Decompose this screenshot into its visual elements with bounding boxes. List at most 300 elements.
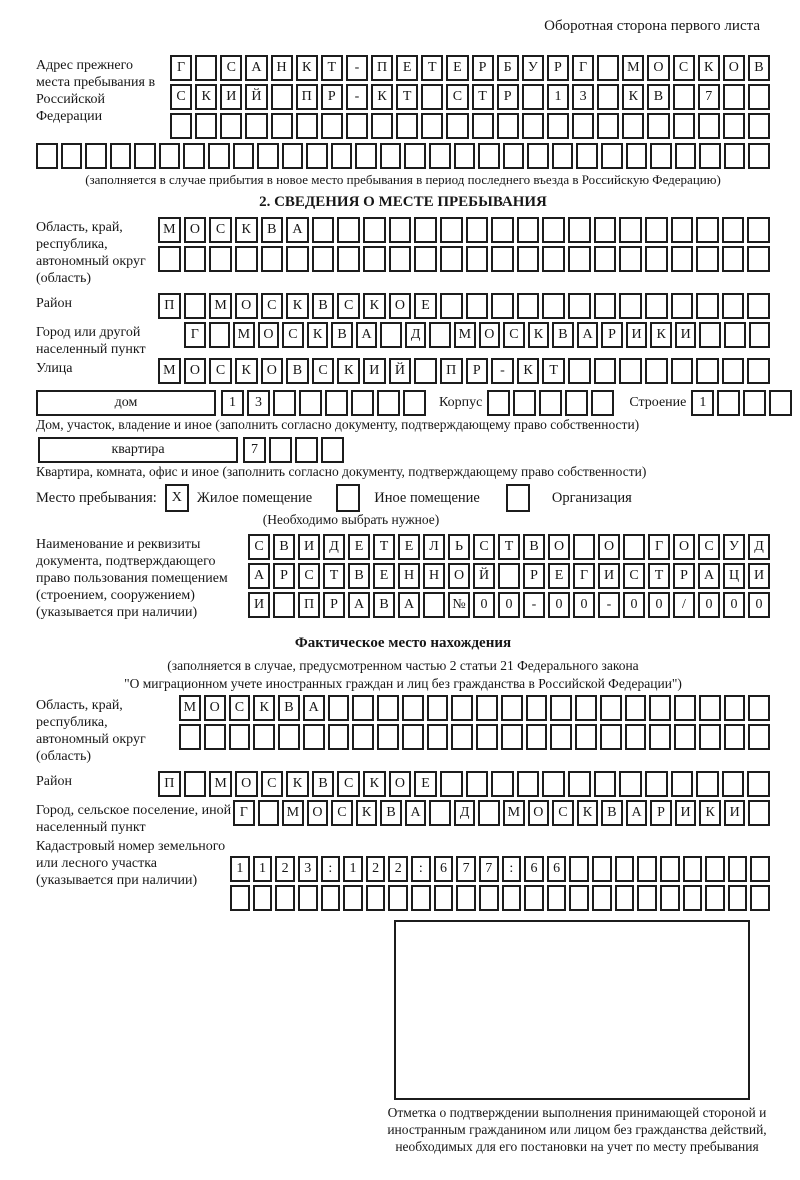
char-box[interactable]: М: [158, 217, 181, 243]
char-box[interactable]: [575, 724, 597, 750]
char-box[interactable]: У: [723, 534, 745, 560]
char-box[interactable]: С: [331, 800, 353, 826]
char-box[interactable]: В: [647, 84, 669, 110]
char-box[interactable]: И: [598, 563, 620, 589]
char-box[interactable]: [429, 143, 451, 169]
char-box[interactable]: К: [235, 358, 258, 384]
char-box[interactable]: [517, 293, 540, 319]
char-box[interactable]: -: [523, 592, 545, 618]
char-box[interactable]: [423, 592, 445, 618]
char-box[interactable]: Й: [473, 563, 495, 589]
char-box[interactable]: [466, 771, 489, 797]
char-box[interactable]: [402, 695, 424, 721]
char-box[interactable]: 2: [275, 856, 295, 882]
char-box[interactable]: [487, 390, 510, 416]
char-box[interactable]: 1: [253, 856, 273, 882]
checkbox-organizatsiya[interactable]: [506, 484, 530, 512]
char-box[interactable]: [451, 695, 473, 721]
char-box[interactable]: К: [253, 695, 275, 721]
char-box[interactable]: [769, 390, 792, 416]
char-box[interactable]: Р: [601, 322, 623, 348]
char-box[interactable]: К: [307, 322, 329, 348]
char-box[interactable]: 7: [479, 856, 499, 882]
char-box[interactable]: 7: [456, 856, 476, 882]
char-box[interactable]: 1: [343, 856, 363, 882]
char-box[interactable]: [524, 885, 544, 911]
char-box[interactable]: [273, 390, 296, 416]
char-box[interactable]: О: [598, 534, 620, 560]
char-box[interactable]: М: [233, 322, 255, 348]
char-box[interactable]: [502, 885, 522, 911]
char-box[interactable]: [414, 217, 437, 243]
char-box[interactable]: 2: [366, 856, 386, 882]
char-box[interactable]: Д: [454, 800, 476, 826]
char-box[interactable]: О: [204, 695, 226, 721]
char-box[interactable]: [696, 246, 719, 272]
char-box[interactable]: [722, 771, 745, 797]
char-box[interactable]: [454, 143, 476, 169]
char-box[interactable]: А: [698, 563, 720, 589]
char-box[interactable]: П: [158, 771, 181, 797]
char-box[interactable]: [404, 143, 426, 169]
char-box[interactable]: [371, 113, 393, 139]
char-box[interactable]: [286, 246, 309, 272]
char-box[interactable]: [389, 217, 412, 243]
char-box[interactable]: [275, 885, 295, 911]
char-box[interactable]: [683, 856, 703, 882]
char-box[interactable]: [517, 217, 540, 243]
char-box[interactable]: [619, 217, 642, 243]
char-box[interactable]: [261, 246, 284, 272]
char-box[interactable]: В: [312, 771, 335, 797]
char-box[interactable]: [257, 143, 279, 169]
char-box[interactable]: [750, 856, 770, 882]
char-box[interactable]: [440, 293, 463, 319]
char-box[interactable]: [748, 113, 770, 139]
char-box[interactable]: С: [503, 322, 525, 348]
char-box[interactable]: [550, 695, 572, 721]
char-box[interactable]: Л: [423, 534, 445, 560]
char-box[interactable]: [671, 246, 694, 272]
char-box[interactable]: [650, 143, 672, 169]
char-box[interactable]: В: [312, 293, 335, 319]
char-box[interactable]: [355, 143, 377, 169]
char-box[interactable]: А: [398, 592, 420, 618]
char-box[interactable]: С: [337, 293, 360, 319]
char-box[interactable]: [134, 143, 156, 169]
char-box[interactable]: [569, 856, 589, 882]
char-box[interactable]: К: [371, 84, 393, 110]
char-box[interactable]: [660, 885, 680, 911]
char-box[interactable]: [600, 695, 622, 721]
char-box[interactable]: [626, 143, 648, 169]
char-box[interactable]: [539, 390, 562, 416]
char-box[interactable]: А: [286, 217, 309, 243]
char-box[interactable]: [673, 84, 695, 110]
char-box[interactable]: [377, 724, 399, 750]
char-box[interactable]: [575, 695, 597, 721]
char-box[interactable]: 2: [388, 856, 408, 882]
char-box[interactable]: П: [440, 358, 463, 384]
char-box[interactable]: Т: [373, 534, 395, 560]
char-box[interactable]: [501, 724, 523, 750]
char-box[interactable]: 6: [434, 856, 454, 882]
char-box[interactable]: О: [723, 55, 745, 81]
char-box[interactable]: [299, 390, 322, 416]
char-box[interactable]: [321, 885, 341, 911]
char-box[interactable]: [619, 771, 642, 797]
char-box[interactable]: [491, 293, 514, 319]
char-box[interactable]: В: [278, 695, 300, 721]
char-box[interactable]: [645, 358, 668, 384]
char-box[interactable]: [403, 390, 426, 416]
char-box[interactable]: В: [273, 534, 295, 560]
char-box[interactable]: 0: [548, 592, 570, 618]
char-box[interactable]: [728, 856, 748, 882]
char-box[interactable]: Н: [423, 563, 445, 589]
char-box[interactable]: [195, 55, 217, 81]
char-box[interactable]: [312, 246, 335, 272]
checkbox-inoe[interactable]: [336, 484, 360, 512]
char-box[interactable]: [352, 724, 374, 750]
char-box[interactable]: С: [229, 695, 251, 721]
char-box[interactable]: [440, 217, 463, 243]
char-box[interactable]: [722, 246, 745, 272]
char-box[interactable]: [269, 437, 292, 463]
char-box[interactable]: [747, 217, 770, 243]
char-box[interactable]: [366, 885, 386, 911]
char-box[interactable]: О: [184, 217, 207, 243]
char-box[interactable]: Г: [184, 322, 206, 348]
char-box[interactable]: [723, 84, 745, 110]
char-box[interactable]: [312, 217, 335, 243]
char-box[interactable]: [592, 856, 612, 882]
char-box[interactable]: 7: [698, 84, 720, 110]
char-box[interactable]: [601, 143, 623, 169]
char-box[interactable]: А: [348, 592, 370, 618]
char-box[interactable]: Т: [648, 563, 670, 589]
char-box[interactable]: П: [298, 592, 320, 618]
char-box[interactable]: 7: [243, 437, 266, 463]
char-box[interactable]: [491, 217, 514, 243]
char-box[interactable]: В: [748, 55, 770, 81]
char-box[interactable]: М: [209, 771, 232, 797]
char-box[interactable]: К: [528, 322, 550, 348]
char-box[interactable]: К: [286, 771, 309, 797]
char-box[interactable]: [673, 113, 695, 139]
char-box[interactable]: К: [577, 800, 599, 826]
char-box[interactable]: [576, 143, 598, 169]
char-box[interactable]: [170, 113, 192, 139]
char-box[interactable]: [429, 800, 451, 826]
char-box[interactable]: [660, 856, 680, 882]
char-box[interactable]: [748, 724, 770, 750]
char-box[interactable]: [235, 246, 258, 272]
char-box[interactable]: В: [552, 322, 574, 348]
char-box[interactable]: П: [158, 293, 181, 319]
char-box[interactable]: Г: [572, 55, 594, 81]
char-box[interactable]: [346, 113, 368, 139]
char-box[interactable]: О: [673, 534, 695, 560]
char-box[interactable]: [328, 724, 350, 750]
char-box[interactable]: [705, 885, 725, 911]
char-box[interactable]: 1: [691, 390, 714, 416]
char-box[interactable]: [36, 143, 58, 169]
char-box[interactable]: [388, 885, 408, 911]
char-box[interactable]: [466, 217, 489, 243]
char-box[interactable]: [526, 724, 548, 750]
char-box[interactable]: Т: [421, 55, 443, 81]
char-box[interactable]: 3: [572, 84, 594, 110]
char-box[interactable]: [748, 695, 770, 721]
char-box[interactable]: Г: [233, 800, 255, 826]
char-box[interactable]: Т: [498, 534, 520, 560]
char-box[interactable]: А: [626, 800, 648, 826]
char-box[interactable]: [547, 113, 569, 139]
char-box[interactable]: О: [235, 293, 258, 319]
char-box[interactable]: [637, 885, 657, 911]
char-box[interactable]: [440, 246, 463, 272]
char-box[interactable]: [615, 856, 635, 882]
char-box[interactable]: И: [363, 358, 386, 384]
char-box[interactable]: [429, 322, 451, 348]
char-box[interactable]: 6: [547, 856, 567, 882]
char-box[interactable]: С: [673, 55, 695, 81]
char-box[interactable]: И: [626, 322, 648, 348]
char-box[interactable]: [321, 113, 343, 139]
char-box[interactable]: М: [158, 358, 181, 384]
char-box[interactable]: [615, 885, 635, 911]
checkbox-zhiloe[interactable]: X: [165, 484, 189, 512]
char-box[interactable]: 3: [298, 856, 318, 882]
char-box[interactable]: [749, 322, 771, 348]
char-box[interactable]: [411, 885, 431, 911]
char-box[interactable]: [750, 885, 770, 911]
char-box[interactable]: [600, 724, 622, 750]
char-box[interactable]: [637, 856, 657, 882]
char-box[interactable]: [325, 390, 348, 416]
char-box[interactable]: 0: [473, 592, 495, 618]
char-box[interactable]: [220, 113, 242, 139]
char-box[interactable]: [724, 143, 746, 169]
char-box[interactable]: [722, 293, 745, 319]
char-box[interactable]: [363, 217, 386, 243]
char-box[interactable]: П: [296, 84, 318, 110]
char-box[interactable]: [722, 217, 745, 243]
char-box[interactable]: [547, 885, 567, 911]
char-box[interactable]: [597, 84, 619, 110]
char-box[interactable]: И: [675, 800, 697, 826]
char-box[interactable]: [671, 771, 694, 797]
char-box[interactable]: [476, 724, 498, 750]
char-box[interactable]: [699, 322, 721, 348]
char-box[interactable]: Й: [389, 358, 412, 384]
char-box[interactable]: [513, 390, 536, 416]
char-box[interactable]: [451, 724, 473, 750]
char-box[interactable]: [501, 695, 523, 721]
char-box[interactable]: [705, 856, 725, 882]
char-box[interactable]: [696, 293, 719, 319]
char-box[interactable]: Е: [348, 534, 370, 560]
char-box[interactable]: [698, 113, 720, 139]
char-box[interactable]: :: [502, 856, 522, 882]
char-box[interactable]: 6: [524, 856, 544, 882]
char-box[interactable]: /: [673, 592, 695, 618]
char-box[interactable]: [421, 113, 443, 139]
char-box[interactable]: Б: [497, 55, 519, 81]
char-box[interactable]: [466, 246, 489, 272]
char-box[interactable]: [377, 695, 399, 721]
char-box[interactable]: [414, 358, 437, 384]
char-box[interactable]: Р: [547, 55, 569, 81]
char-box[interactable]: [649, 695, 671, 721]
char-box[interactable]: В: [380, 800, 402, 826]
char-box[interactable]: 0: [648, 592, 670, 618]
char-box[interactable]: [573, 534, 595, 560]
char-box[interactable]: [427, 724, 449, 750]
char-box[interactable]: [647, 113, 669, 139]
char-box[interactable]: [396, 113, 418, 139]
char-box[interactable]: [671, 293, 694, 319]
char-box[interactable]: [526, 695, 548, 721]
char-box[interactable]: 0: [698, 592, 720, 618]
char-box[interactable]: [674, 695, 696, 721]
char-box[interactable]: [717, 390, 740, 416]
char-box[interactable]: [699, 695, 721, 721]
char-box[interactable]: С: [261, 293, 284, 319]
char-box[interactable]: [568, 217, 591, 243]
char-box[interactable]: [623, 534, 645, 560]
char-box[interactable]: К: [517, 358, 540, 384]
char-box[interactable]: 0: [498, 592, 520, 618]
char-box[interactable]: [258, 800, 280, 826]
char-box[interactable]: [331, 143, 353, 169]
char-box[interactable]: [110, 143, 132, 169]
char-box[interactable]: [179, 724, 201, 750]
char-box[interactable]: [619, 293, 642, 319]
char-box[interactable]: [724, 695, 746, 721]
char-box[interactable]: [298, 885, 318, 911]
char-box[interactable]: Ь: [448, 534, 470, 560]
char-box[interactable]: [671, 217, 694, 243]
char-box[interactable]: [253, 885, 273, 911]
char-box[interactable]: Т: [396, 84, 418, 110]
char-box[interactable]: С: [446, 84, 468, 110]
char-box[interactable]: [497, 113, 519, 139]
char-box[interactable]: О: [448, 563, 470, 589]
char-box[interactable]: О: [528, 800, 550, 826]
char-box[interactable]: К: [622, 84, 644, 110]
char-box[interactable]: Е: [373, 563, 395, 589]
char-box[interactable]: [440, 771, 463, 797]
char-box[interactable]: [597, 55, 619, 81]
char-box[interactable]: [696, 358, 719, 384]
char-box[interactable]: А: [303, 695, 325, 721]
char-box[interactable]: [278, 724, 300, 750]
char-box[interactable]: О: [184, 358, 207, 384]
char-box[interactable]: А: [245, 55, 267, 81]
char-box[interactable]: 3: [247, 390, 270, 416]
char-box[interactable]: Г: [648, 534, 670, 560]
char-box[interactable]: К: [650, 322, 672, 348]
char-box[interactable]: [747, 771, 770, 797]
char-box[interactable]: Е: [414, 293, 437, 319]
char-box[interactable]: Р: [673, 563, 695, 589]
char-box[interactable]: [625, 695, 647, 721]
char-box[interactable]: [414, 246, 437, 272]
char-box[interactable]: [159, 143, 181, 169]
char-box[interactable]: [183, 143, 205, 169]
char-box[interactable]: 0: [623, 592, 645, 618]
char-box[interactable]: О: [258, 322, 280, 348]
char-box[interactable]: [491, 771, 514, 797]
char-box[interactable]: В: [261, 217, 284, 243]
char-box[interactable]: [542, 771, 565, 797]
char-box[interactable]: Р: [523, 563, 545, 589]
char-box[interactable]: [306, 143, 328, 169]
char-box[interactable]: Г: [573, 563, 595, 589]
char-box[interactable]: [352, 695, 374, 721]
char-box[interactable]: У: [522, 55, 544, 81]
char-box[interactable]: Р: [321, 84, 343, 110]
char-box[interactable]: С: [698, 534, 720, 560]
char-box[interactable]: [271, 84, 293, 110]
char-box[interactable]: [619, 246, 642, 272]
char-box[interactable]: [209, 322, 231, 348]
char-box[interactable]: М: [454, 322, 476, 348]
char-box[interactable]: Е: [548, 563, 570, 589]
char-box[interactable]: [594, 217, 617, 243]
char-box[interactable]: [542, 293, 565, 319]
char-box[interactable]: С: [261, 771, 284, 797]
char-box[interactable]: [527, 143, 549, 169]
char-box[interactable]: [671, 358, 694, 384]
char-box[interactable]: [522, 84, 544, 110]
char-box[interactable]: [592, 885, 612, 911]
char-box[interactable]: Т: [323, 563, 345, 589]
char-box[interactable]: [594, 246, 617, 272]
char-box[interactable]: [230, 885, 250, 911]
char-box[interactable]: Е: [446, 55, 468, 81]
char-box[interactable]: [491, 246, 514, 272]
char-box[interactable]: [296, 113, 318, 139]
char-box[interactable]: [542, 246, 565, 272]
char-box[interactable]: [699, 724, 721, 750]
char-box[interactable]: К: [296, 55, 318, 81]
char-box[interactable]: Р: [497, 84, 519, 110]
char-box[interactable]: [282, 143, 304, 169]
char-box[interactable]: -: [491, 358, 514, 384]
char-box[interactable]: [542, 217, 565, 243]
char-box[interactable]: С: [552, 800, 574, 826]
char-box[interactable]: Д: [748, 534, 770, 560]
char-box[interactable]: О: [647, 55, 669, 81]
char-box[interactable]: К: [286, 293, 309, 319]
char-box[interactable]: [591, 390, 614, 416]
char-box[interactable]: И: [248, 592, 270, 618]
char-box[interactable]: -: [598, 592, 620, 618]
char-box[interactable]: [722, 358, 745, 384]
char-box[interactable]: И: [220, 84, 242, 110]
char-box[interactable]: С: [170, 84, 192, 110]
char-box[interactable]: [568, 771, 591, 797]
char-box[interactable]: К: [235, 217, 258, 243]
char-box[interactable]: С: [220, 55, 242, 81]
char-box[interactable]: [380, 143, 402, 169]
char-box[interactable]: С: [248, 534, 270, 560]
char-box[interactable]: [517, 246, 540, 272]
char-box[interactable]: [158, 246, 181, 272]
